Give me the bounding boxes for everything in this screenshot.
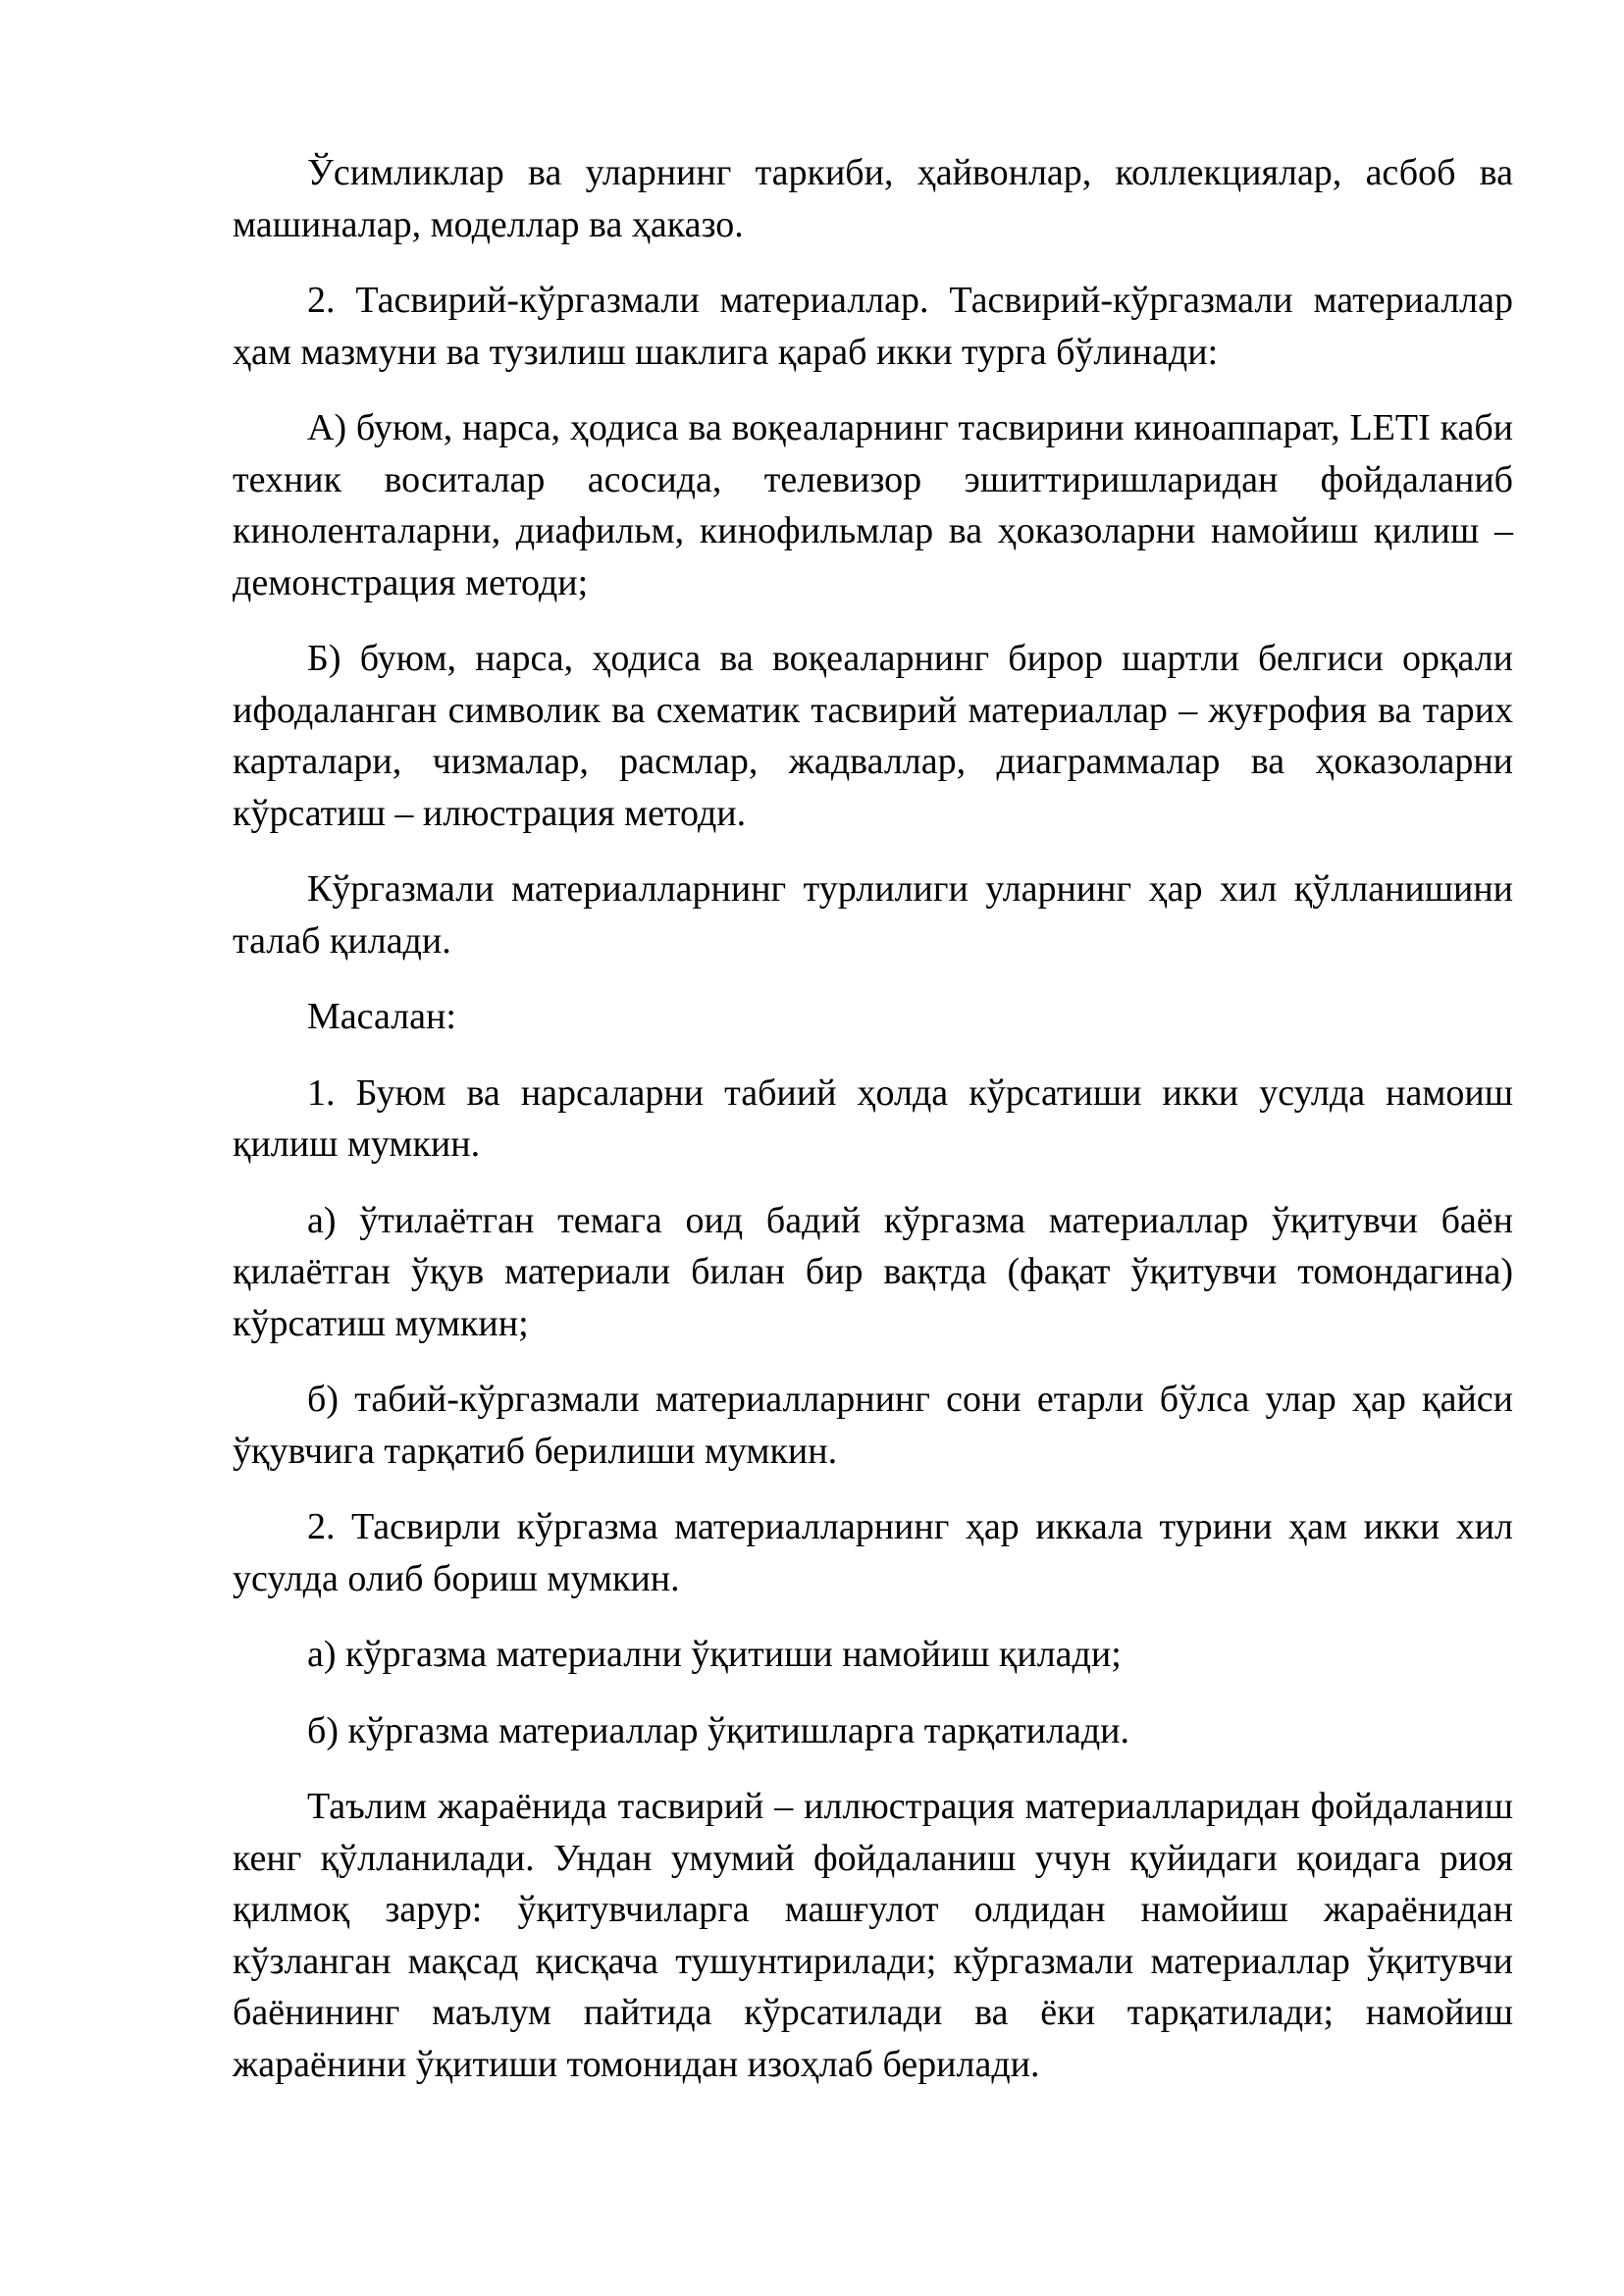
paragraph-conclusion: Таълим жараёнида тасвирий – иллюстрация материалларидан фойдаланиш кенг қўлланилади. Ундан умумий фойдаланиш учун қуйидаги қоидага риоя қилмоқ зарур: ўқитувчиларга машғулот олдидан намойиш жараёнидан кўзланган мақсад қисқача тушунтирилади; кўргазмали материаллар ўқитувчи баёнининг маълум пайтида кўрсатилади ва ёки тарқатилади; намойиш жараёнини ўқитиши томонидан изоҳлаб берилади. (233, 1786, 1513, 2085)
paragraph-intro: Ўсимликлар ва уларнинг таркиби, ҳайвонлар, коллекциялар, асбоб ва машиналар, моделлар ва ҳаказо. (233, 152, 1513, 245)
paragraph-point-2a: а) кўргазма материални ўқитиши намойиш қилади; (307, 1634, 1122, 1675)
paragraph-visual-materials: 2. Тасвирий-кўргазмали материаллар. Тасвирий-кўргазмали материаллар ҳам мазмуни ва тузилиш шаклига қараб икки турга бўлинади: (233, 280, 1513, 373)
document-page (233, 147, 1513, 2114)
paragraph-item-a-demonstration: А) буюм, нарса, ҳодиса ва воқеаларнинг тасвирини киноаппарат, LETI каби техник воситалар асосида, телевизор эшиттиришларидан фойдаланиб киноленталарни, диафильм, кинофильмлар ва ҳоказоларни намойиш қилиш – демонстрация методи; (233, 407, 1513, 603)
paragraph-point-1: 1. Буюм ва нарсаларни табиий ҳолда кўрсатиши икки усулда намоиш қилиш мумкин. (233, 1071, 1513, 1165)
paragraph-point-2b: б) кўргазма материаллар ўқитишларга тарқатилади. (307, 1709, 1130, 1751)
paragraph-for-example: Масалан: (307, 996, 456, 1037)
paragraph-point-1b: б) табий-кўргазмали материалларнинг сони етарли бўлса улар ҳар қайси ўқувчига тарқатиб берилиши мумкин. (233, 1379, 1513, 1472)
paragraph-variety: Кўргазмали материалларнинг турлилиги уларнинг ҳар хил қўлланишини талаб қилади. (233, 868, 1513, 962)
paragraph-point-1a: а) ўтилаётган темага оид бадий кўргазма материаллар ўқитувчи баён қилаётган ўқув материали билан бир вақтда (фақат ўқитувчи томондагина) кўрсатиш мумкин; (233, 1199, 1513, 1344)
paragraph-point-2: 2. Тасвирли кўргазма материалларнинг ҳар иккала турини ҳам икки хил усулда олиб бориш мумкин. (233, 1506, 1513, 1599)
paragraph-item-b-illustration: Б) буюм, нарса, ҳодиса ва воқеаларнинг бирор шартли белгиси орқали ифодаланган символик ва схематик тасвирий материаллар – жуғрофия ва тарих карталари, чизмалар, расмлар, жадваллар, диаграммалар ва ҳоказоларни кўрсатиш – илюстрация методи. (233, 638, 1513, 834)
